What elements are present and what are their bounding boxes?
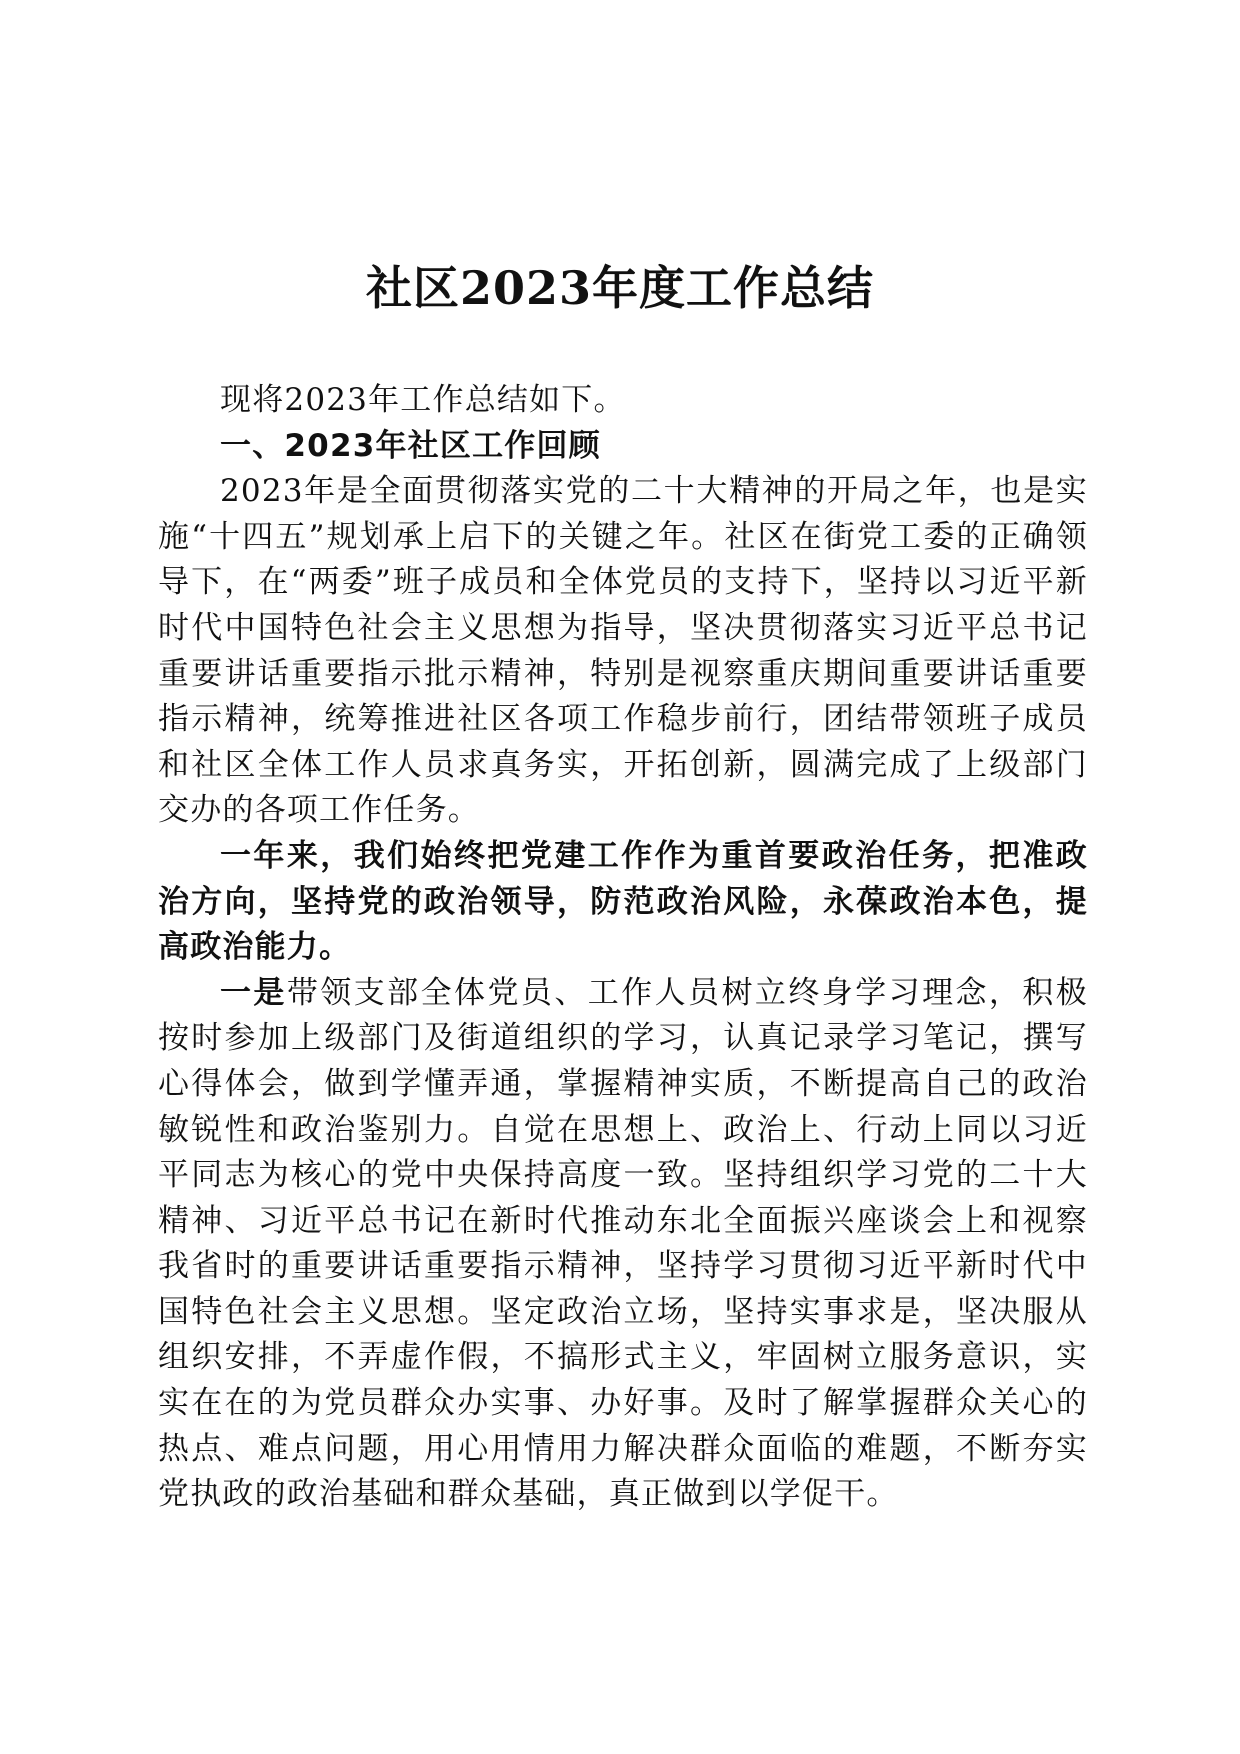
item-one-paragraph [158, 971, 1088, 1518]
summary-bold-paragraph: 一年来，我们始终把党建工作作为重首要政治任务，把准政治方向，坚持党的政治领导，防范政治风险，永葆政治本色，提高政治能力。 [158, 837, 1088, 966]
document-title: 社区2023年度工作总结 [365, 261, 875, 315]
item-one-text: 带领支部全体党员、工作人员树立终身学习理念，积极按时参加上级部门及街道组织的学习，认真记录学习笔记，撰写心得体会，做到学懂弄通，掌握精神实质，不断提高自己的政治敏锐性和政治鉴别力。自觉在思想上、政治上、行动上同以习近平同志为核心的党中央保持高度一致。坚持组织学习党的二十大精神、习近平总书记在新时代推动东北全面振兴座谈会上和视察我省时的重要讲话重要指示精神，坚持学习贯彻习近平新时代中国特色社会主义思想。坚定政治立场，坚持实事求是，坚决服从组织安排，不弄虚作假，不搞形式主义，牢固树立服务意识，实实在在的为党员群众办实事、办好事。及时了解掌握群众关心的热点、难点问题，用心用情用力解决群众面临的难题，不断夯实党执政的政治基础和群众基础，真正做到以学促干。 [158, 974, 1088, 1513]
review-paragraph: 2023年是全面贯彻落实党的二十大精神的开局之年，也是实施“十四五”规划承上启下的关键之年。社区在街党工委的正确领导下，在“两委”班子成员和全体党员的支持下，坚持以习近平新时代中国特色社会主义思想为指导，坚决贯彻落实习近平总书记重要讲话重要指示批示精神，特别是视察重庆期间重要讲话重要指示精神，统筹推进社区各项工作稳步前行，团结带领班子成员和社区全体工作人员求真务实，开拓创新，圆满完成了上级部门交办的各项工作任务。 [158, 473, 1088, 829]
item-one-lead: 一是 [220, 974, 287, 1011]
intro-paragraph: 现将2023年工作总结如下。 [220, 382, 626, 418]
section-heading: 一、2023年社区工作回顾 [220, 427, 601, 464]
document-body [158, 378, 1088, 1518]
